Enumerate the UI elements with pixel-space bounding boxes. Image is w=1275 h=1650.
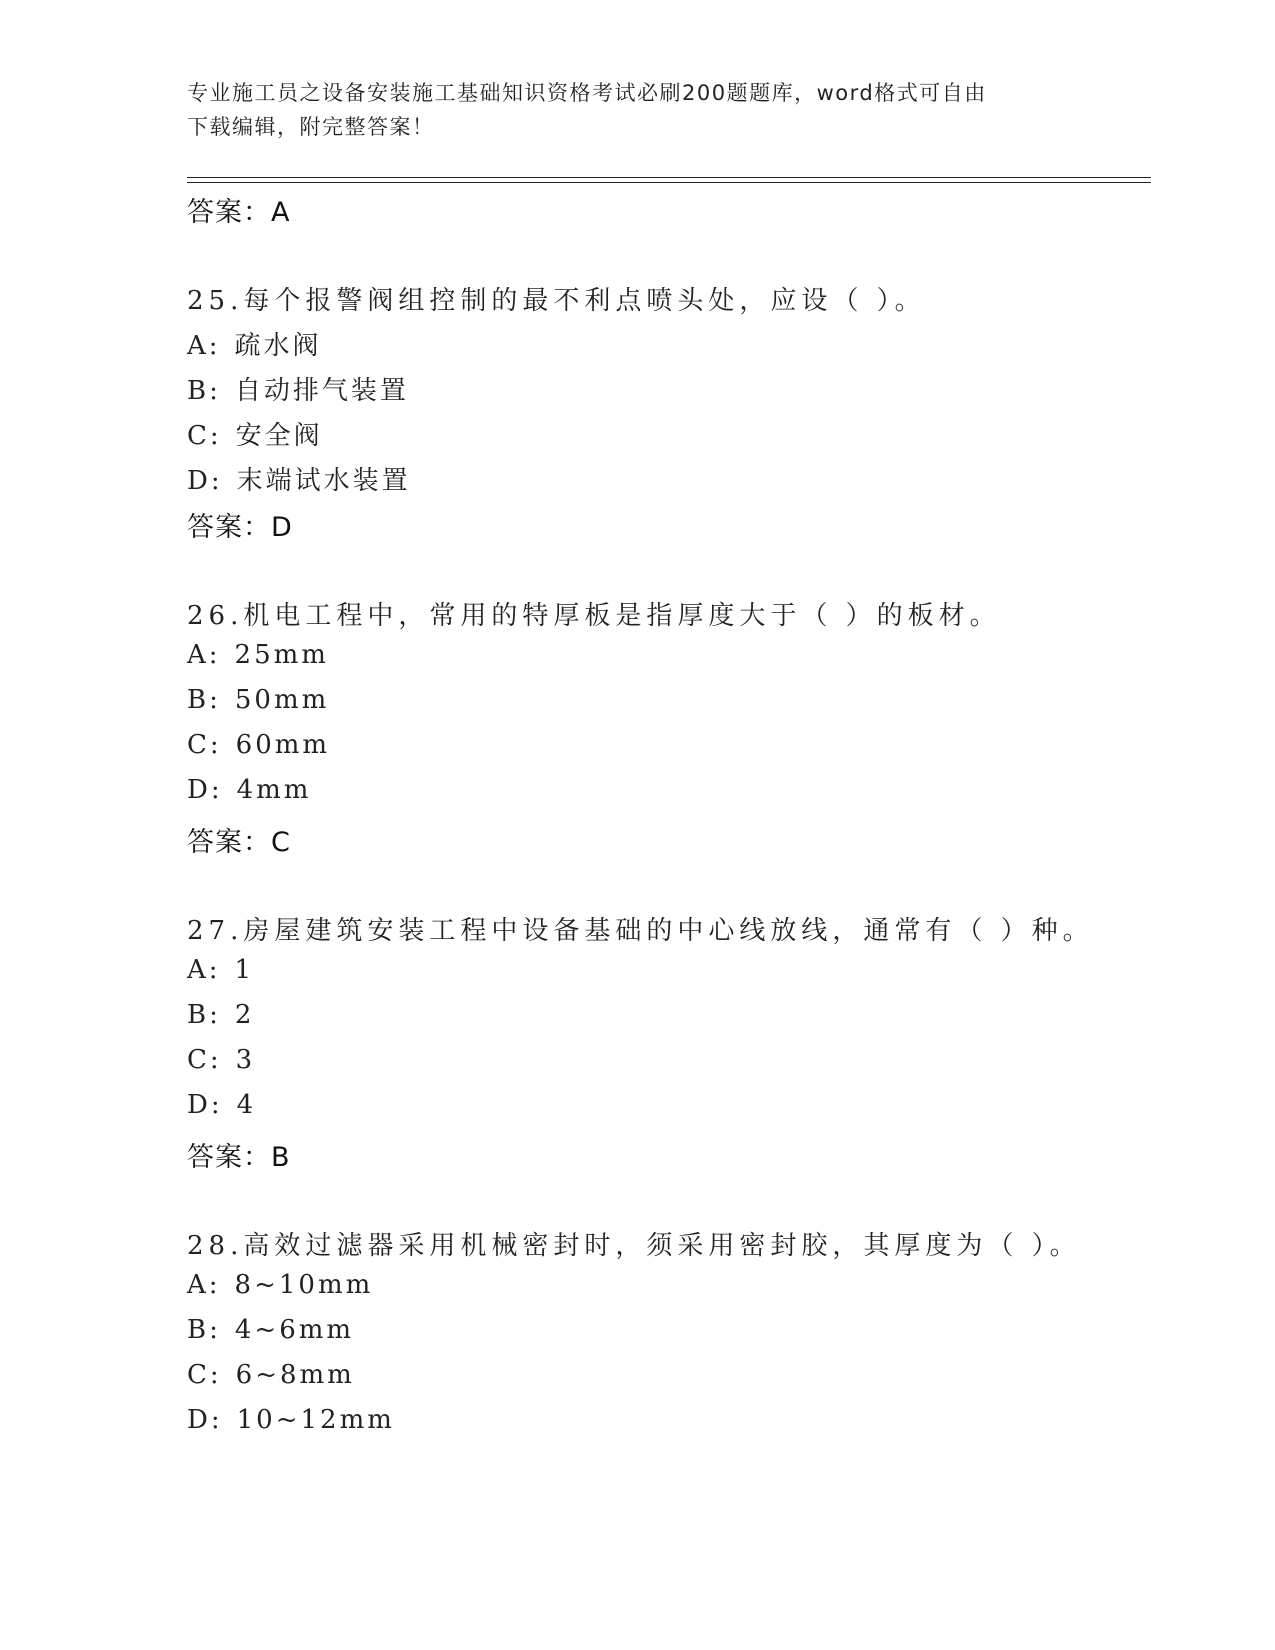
question-26-answer: 答案：C <box>187 827 291 858</box>
question-28-option-b <box>187 1315 354 1345</box>
question-27-option-b <box>187 1000 254 1030</box>
option-value: 4 <box>236 1090 257 1120</box>
option-value: 8~10mm <box>234 1270 374 1300</box>
option-key: B: <box>187 1000 221 1030</box>
option-key: C: <box>187 730 222 760</box>
option-key: B: <box>187 376 221 406</box>
question-27-option-a <box>187 955 254 985</box>
option-value: 末端试水装置 <box>236 466 411 496</box>
option-key: A: <box>187 640 221 670</box>
question-25-answer: 答案：D <box>187 512 293 543</box>
option-value: 自动排气装置 <box>234 376 409 406</box>
header-line-2: 下载编辑，附完整答案！ <box>187 115 435 139</box>
option-value: 疏水阀 <box>234 331 322 361</box>
option-key: A: <box>187 331 221 361</box>
option-key: D: <box>187 775 223 805</box>
question-25-option-d <box>187 460 411 497</box>
option-key: C: <box>187 1045 222 1075</box>
option-value: 4~6mm <box>234 1315 355 1345</box>
question-26-option-d <box>187 775 311 805</box>
question-26-option-c <box>187 730 330 760</box>
question-27: 27.房屋建筑安装工程中设备基础的中心线放线，通常有（ ）种。 <box>187 916 1094 946</box>
option-key: A: <box>187 1270 221 1300</box>
header-line-1: 专业施工员之设备安装施工基础知识资格考试必刷200题题库，word格式可自由 <box>187 81 987 105</box>
option-value: 60mm <box>235 730 331 760</box>
question-28-option-c <box>187 1360 355 1390</box>
question-27-option-c <box>187 1045 255 1075</box>
option-key: D: <box>187 1090 223 1120</box>
question-25-option-b <box>187 370 409 407</box>
option-value: 4mm <box>236 775 312 805</box>
question-25-option-c <box>187 415 323 452</box>
question-26: 26.机电工程中，常用的特厚板是指厚度大于（ ）的板材。 <box>187 601 1001 631</box>
question-27-option-d <box>187 1090 256 1120</box>
previous-answer: 答案：A <box>187 197 291 228</box>
question-25: 25.每个报警阀组控制的最不利点喷头处，应设（ ）。 <box>187 286 926 316</box>
question-26-option-a <box>187 640 329 670</box>
option-value: 25mm <box>234 640 329 670</box>
option-value: 3 <box>235 1045 256 1075</box>
option-key: C: <box>187 1360 222 1390</box>
option-value: 2 <box>234 1000 255 1030</box>
question-28-option-d <box>187 1405 395 1435</box>
header-divider-top <box>187 177 1151 178</box>
option-value: 10~12mm <box>236 1405 395 1435</box>
option-value: 50mm <box>234 685 330 715</box>
option-key: C: <box>187 421 222 451</box>
option-key: A: <box>187 955 221 985</box>
option-value: 安全阀 <box>235 421 323 451</box>
option-value: 6~8mm <box>235 1360 355 1390</box>
document-header <box>187 76 1087 144</box>
question-27-answer: 答案：B <box>187 1142 291 1173</box>
question-26-option-b <box>187 685 329 715</box>
question-25-option-a <box>187 325 322 362</box>
option-value: 1 <box>234 955 255 985</box>
option-key: B: <box>187 1315 221 1345</box>
question-28: 28.高效过滤器采用机械密封时，须采用密封胶，其厚度为（ ）。 <box>187 1231 1081 1261</box>
option-key: B: <box>187 685 221 715</box>
header-divider-bottom <box>187 182 1151 183</box>
option-key: D: <box>187 466 223 496</box>
question-28-option-a <box>187 1270 373 1300</box>
option-key: D: <box>187 1405 223 1435</box>
